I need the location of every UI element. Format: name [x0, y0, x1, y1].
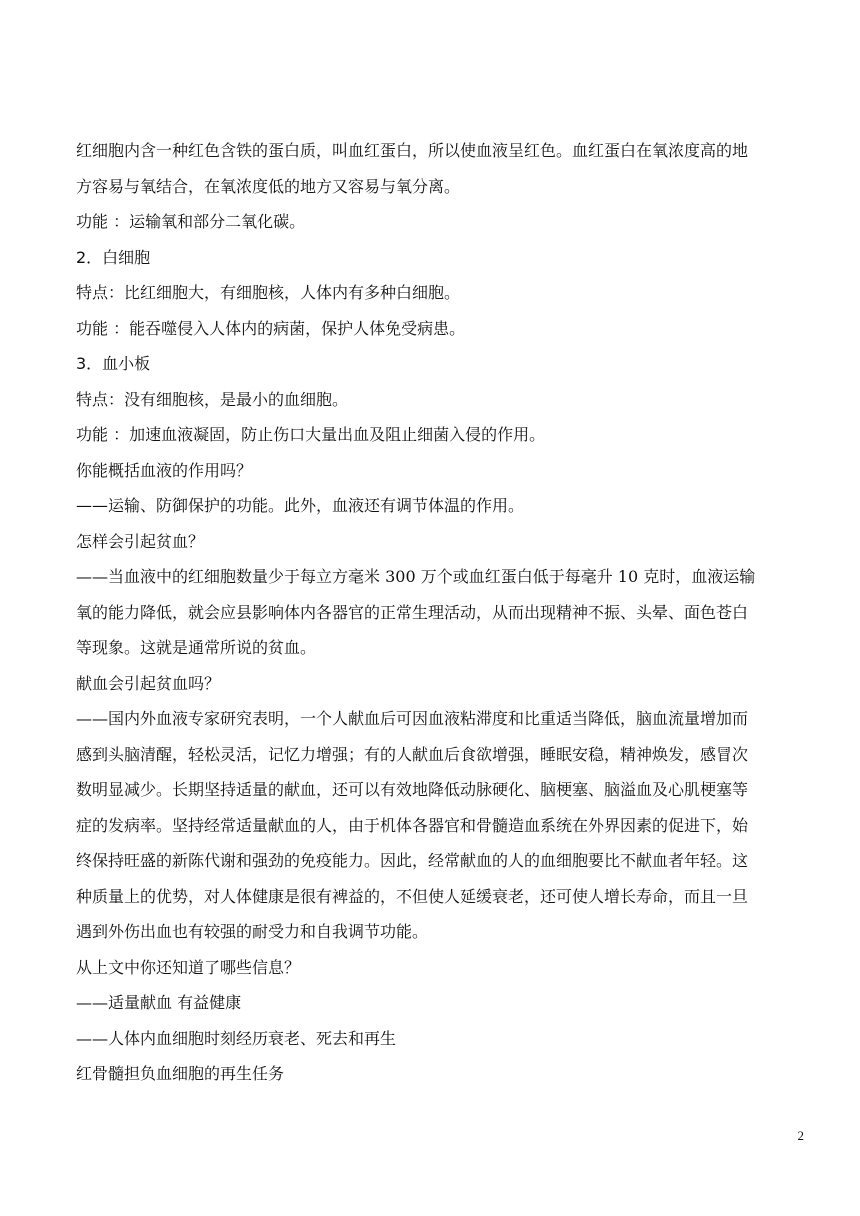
page-number: 2 — [797, 1128, 804, 1143]
paragraph-line: 等现象。这就是通常所说的贫血。 — [76, 638, 317, 657]
paragraph-line: 方容易与氧结合，在氧浓度低的地方又容易与氧分离。 — [76, 176, 461, 196]
paragraph-line: 红细胞内含一种红色含铁的蛋白质，叫血红蛋白，所以使血液呈红色。血红蛋白在氧浓度高的地 — [76, 141, 749, 160]
function-line: 功能 ：运输氧和部分二氧化碳。 — [76, 212, 306, 231]
question-line: 从上文中你还知道了哪些信息？ — [76, 957, 301, 977]
function-line: 功能 ：能吞噬侵入人体内的病菌，保护人体免受病患。 — [76, 318, 466, 338]
function-line: 功能 ：加速血液凝固，防止伤口大量出血及阻止细菌入侵的作用。 — [76, 425, 546, 444]
paragraph-line: 终保持旺盛的新陈代谢和强劲的免疫能力。因此，经常献血的人的血细胞要比不献血者年轻。这 — [76, 851, 749, 870]
answer-line: ——运输、防御保护的功能。此外，血液还有调节体温的作用。 — [76, 496, 525, 515]
feature-line: 特点：没有细胞核，是最小的血细胞。 — [76, 389, 349, 409]
answer-line: ——适量献血 有益健康 — [76, 993, 242, 1012]
feature-line: 特点：比红细胞大，有细胞核，人体内有多种白细胞。 — [76, 283, 461, 302]
question-line: 你能概括血液的作用吗？ — [76, 460, 253, 480]
section-heading: 3．血小板 — [76, 354, 151, 373]
paragraph-line: 种质量上的优势，对人体健康是很有裨益的，不但使人延缓衰老，还可使人增长寿命，而且一旦 — [76, 886, 749, 906]
section-heading: 2．白细胞 — [76, 247, 151, 267]
paragraph-line: 感到头脑清醒，轻松灵活，记忆力增强；有的人献血后食欲增强，睡眠安稳，精神焕发，感冒次 — [76, 744, 749, 764]
question-line: 怎样会引起贫血？ — [76, 531, 205, 551]
answer-line: ——人体内血细胞时刻经历衰老、死去和再生 — [76, 1028, 397, 1048]
answer-line: ——国内外血液专家研究表明，一个人献血后可因血液粘滞度和比重适当降低，脑血流量增加而 — [76, 709, 749, 728]
answer-line: ——当血液中的红细胞数量少于每立方毫米 300 万个或血红蛋白低于每毫升 10 克时，血液运输 — [76, 567, 756, 586]
paragraph-line: 遇到外伤出血也有较强的耐受力和自我调节功能。 — [76, 922, 429, 941]
paragraph-line: 症的发病率。坚持经常适量献血的人，由于机体各器官和骨髓造血系统在外界因素的促进下，始 — [76, 815, 749, 835]
paragraph-line: 氧的能力降低，就会应县影响体内各器官的正常生理活动，从而出现精神不振、头晕、面色苍白 — [76, 602, 749, 622]
paragraph-line: 红骨髓担负血细胞的再生任务 — [76, 1064, 285, 1083]
paragraph-line: 数明显减少。长期坚持适量的献血，还可以有效地降低动脉硬化、脑梗塞、脑溢血及心肌梗塞等 — [76, 780, 749, 799]
question-line: 献血会引起贫血吗？ — [76, 673, 221, 693]
document-body — [76, 133, 796, 1092]
